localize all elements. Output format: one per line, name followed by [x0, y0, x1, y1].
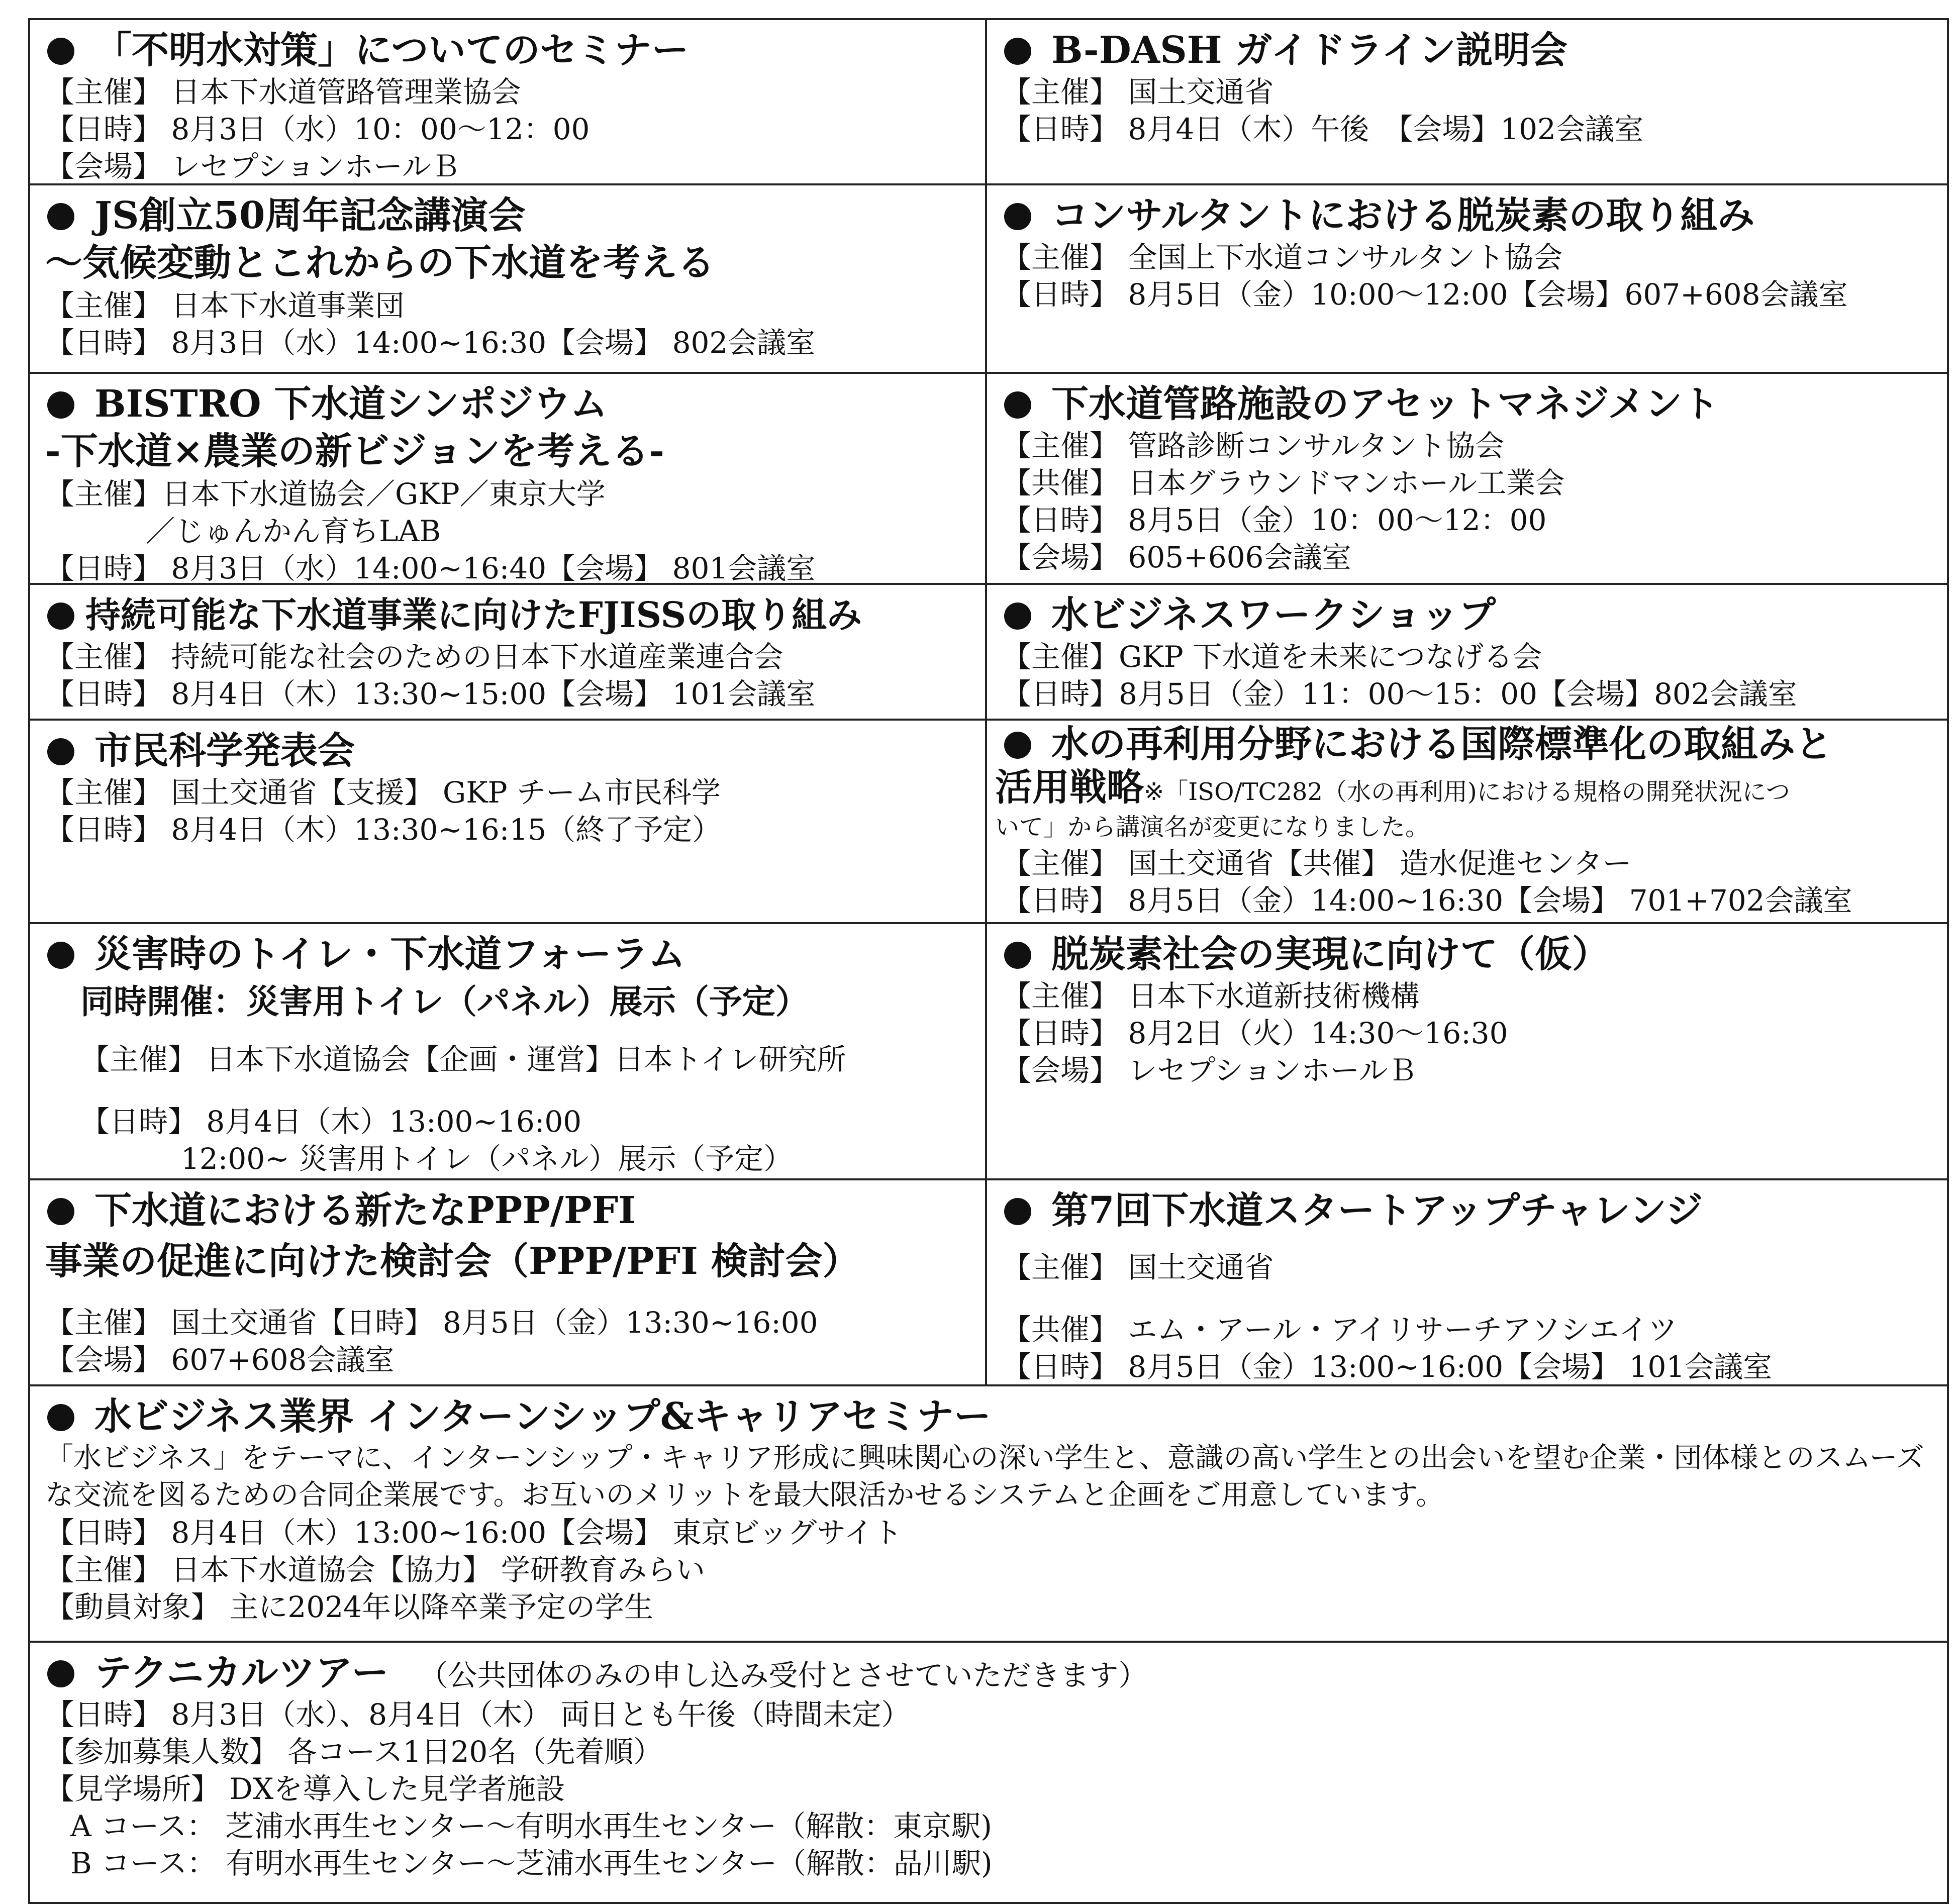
datetime-line: 【日時】 8月3日（水）10：00～12：00 — [45, 112, 590, 146]
event-internship-career-seminar — [30, 1386, 1947, 1641]
table-row — [30, 1384, 1947, 1641]
exhibit-line: 12:00~ 災害用トイレ（パネル）展示（予定） — [181, 1142, 793, 1176]
bullet-icon — [1004, 1198, 1031, 1225]
datetime-line: 【日時】 8月4日（木）13:00~16:00【会場】 東京ビッグサイト — [45, 1516, 903, 1550]
datetime-line: 【日時】8月5日（金）11：00～15：00【会場】802会議室 — [1002, 677, 1797, 711]
bullet-icon — [47, 391, 74, 419]
venue-line: 【会場】 607+608会議室 — [45, 1343, 395, 1377]
organizer-line: 【主催】 持続可能な社会のための日本下水道産業連合会 — [45, 640, 783, 674]
table-row — [30, 20, 1947, 183]
event-title: 水ビジネス業界 インターンシップ&キャリアセミナー — [45, 1393, 1934, 1440]
bullet-icon — [1004, 38, 1031, 65]
bullet-icon — [1004, 391, 1031, 419]
target-line: 【動員対象】 主に2024年以降卒業予定の学生 — [45, 1590, 654, 1624]
datetime-line: 【日時】 8月4日（木）13:30~16:15（終了予定） — [45, 813, 722, 847]
organizer-line: 【主催】 日本下水道事業団 — [45, 288, 405, 323]
event-title: 市民科学発表会 — [45, 728, 972, 774]
event-asset-management — [987, 374, 1947, 583]
table-row — [30, 922, 1947, 1178]
datetime-line: 【日時】 8月3日（水）14:00~16:30【会場】 802会議室 — [45, 326, 816, 360]
event-subtitle: 同時開催：災害用トイレ（パネル）展示（予定） — [80, 982, 809, 1021]
event-subtitle: 事業の促進に向けた検討会（PPP/PFI 検討会） — [45, 1240, 860, 1283]
event-fjiss-initiative — [30, 585, 987, 719]
event-subtitle: -下水道×農業の新ビジョンを考える- — [45, 430, 664, 473]
co-organizer-line: 【共催】 エム・アール・アイリサーチアソシエイツ — [1002, 1313, 1678, 1347]
bullet-icon — [47, 1660, 74, 1687]
event-title: 第7回下水道スタートアップチャレンジ — [1002, 1187, 1934, 1234]
bullet-icon — [47, 738, 74, 765]
event-bistro-symposium — [30, 374, 987, 583]
organizer-line: 【主催】 国土交通省【共催】 造水促進センター — [1002, 846, 1632, 880]
datetime-line: 【日時】 8月5日（金）14:00~16:30【会場】 701+702会議室 — [1002, 883, 1852, 918]
datetime-line: 【日時】 8月4日（木）13:30~15:00【会場】 101会議室 — [45, 677, 816, 711]
organizer-line: 【主催】 日本下水道新技術機構 — [1002, 979, 1420, 1013]
event-citizen-science — [30, 721, 987, 922]
organizer-line: 【主催】GKP 下水道を未来につなげる会 — [1002, 640, 1542, 674]
event-title: 「不明水対策」についてのセミナー — [45, 27, 972, 73]
bullet-icon — [1004, 203, 1031, 230]
event-water-business-workshop — [987, 585, 1947, 719]
table-row — [30, 1641, 1947, 1902]
bullet-icon — [47, 38, 74, 65]
organizer-line: 【主催】 日本下水道協会【協力】 学研教育みらい — [45, 1553, 705, 1587]
datetime-line: 【日時】 8月4日（木）13:00~16:00 — [80, 1105, 582, 1139]
event-title-note: （公共団体のみの申し込み受付とさせていただきます） — [419, 1658, 1148, 1692]
event-title: BISTRO 下水道シンポジウム — [45, 381, 972, 427]
venue-line: 【会場】 レセプションホールＢ — [45, 149, 460, 183]
event-water-reuse-standardization — [987, 721, 1947, 922]
datetime-line: 【日時】 8月2日（火）14:30～16:30 — [1002, 1016, 1508, 1050]
organizer-line: 【主催】 管路診断コンサルタント協会 — [1002, 429, 1505, 463]
bullet-icon — [47, 1404, 74, 1431]
event-b-dash-briefing — [987, 20, 1947, 183]
organizer-line: 【主催】 日本下水道協会【企画・運営】日本トイレ研究所 — [80, 1042, 846, 1076]
datetime-line: 【日時】 8月5日（金）10：00～12：00 — [1002, 503, 1547, 537]
event-title: 下水道における新たなPPP/PFI — [45, 1187, 972, 1234]
table-row — [30, 372, 1947, 583]
table-row — [30, 183, 1947, 372]
event-title: 下水道管路施設のアセットマネジメント — [1002, 381, 1934, 427]
table-row — [30, 719, 1947, 922]
event-schedule-table — [28, 18, 1949, 1904]
location-line: 【見学場所】 DXを導入した見学者施設 — [45, 1772, 565, 1806]
organizer-line: 【主催】 国土交通省 — [1002, 1250, 1274, 1284]
organizer-line: 【主催】 国土交通省【支援】 GKP チーム市民科学 — [45, 775, 721, 810]
course-a-line: A コース： 芝浦水再生センター～有明水再生センター（解散：東京駅) — [70, 1809, 992, 1843]
datetime-line: 【日時】 8月3日（水）、8月4日（木） 両日とも午後（時間未定） — [45, 1697, 911, 1732]
event-disaster-toilet-forum — [30, 924, 987, 1178]
event-description: 「水ビジネス」をテーマに、インターンシップ・キャリア形成に興味関心の深い学生と、意識の高い学生との出会いを望む企業・団体様とのスムーズな交流を図るための合同企業展です。お互いのメリットを最大限活かせるシステムと企画をご用意しています。 — [45, 1442, 1924, 1512]
bullet-icon — [47, 1198, 74, 1225]
organizer-line-cont: ／じゅんかん育ちLAB — [146, 514, 441, 548]
event-startup-challenge — [987, 1180, 1947, 1384]
bullet-icon — [47, 942, 74, 969]
organizer-line: 【主催】 全国上下水道コンサルタント協会 — [1002, 240, 1563, 274]
organizer-datetime-line: 【主催】 国土交通省【日時】 8月5日（金）13:30~16:00 — [45, 1306, 818, 1340]
event-technical-tour — [30, 1643, 1947, 1902]
datetime-line: 【日時】 8月4日（木）午後 【会場】102会議室 — [1002, 112, 1643, 146]
capacity-line: 【参加募集人数】 各コース1日20名（先着順） — [45, 1735, 663, 1769]
event-title: 脱炭素社会の実現に向けて（仮） — [1002, 931, 1934, 977]
venue-line: 【会場】 レセプションホールＢ — [1002, 1053, 1417, 1087]
event-ppp-pfi-study — [30, 1180, 987, 1384]
datetime-line: 【日時】 8月5日（金）13:00~16:00【会場】 101会議室 — [1002, 1350, 1773, 1384]
event-subtitle: ～気候変動とこれからの下水道を考える — [45, 241, 715, 284]
event-consultant-decarbonization — [987, 185, 1947, 372]
event-decarbonized-society — [987, 924, 1947, 1178]
co-organizer-line: 【共催】 日本グラウンドマンホール工業会 — [1002, 466, 1565, 500]
event-title: 持続可能な下水道事業に向けたFJISSの取り組み — [45, 592, 972, 638]
bullet-icon — [47, 603, 74, 630]
bullet-icon — [1004, 942, 1031, 969]
event-unmei-sui-seminar — [30, 20, 987, 183]
event-title: テクニカルツアー （公共団体のみの申し込み受付とさせていただきます） — [45, 1650, 1934, 1696]
event-title: 災害時のトイレ・下水道フォーラム — [45, 931, 972, 977]
course-b-line: B コース： 有明水再生センター～芝浦水再生センター（解散：品川駅) — [70, 1846, 993, 1880]
organizer-line: 【主催】日本下水道協会／GKP／東京大学 — [45, 477, 606, 511]
organizer-line: 【主催】 国土交通省 — [1002, 75, 1274, 109]
event-note: ※「ISO/TC282（水の再利用)における規格の開発状況につ — [1144, 778, 1790, 806]
bullet-icon — [1004, 732, 1031, 759]
venue-line: 【会場】 605+606会議室 — [1002, 540, 1351, 574]
table-row — [30, 1178, 1947, 1384]
bullet-icon — [47, 203, 74, 230]
event-note-cont: いて」から講演名が変更になりました。 — [995, 813, 1430, 841]
event-title: 水ビジネスワークショップ — [1002, 592, 1934, 638]
event-title: JS創立50周年記念講演会 — [45, 192, 972, 239]
table-row — [30, 583, 1947, 719]
event-title: コンサルタントにおける脱炭素の取り組み — [1002, 192, 1934, 239]
event-title-cont: 活用戦略※「ISO/TC282（水の再利用)における規格の開発状況につ — [995, 766, 1790, 809]
datetime-line: 【日時】 8月3日（水）14:00~16:40【会場】 801会議室 — [45, 551, 816, 583]
event-js-50th-anniversary — [30, 185, 987, 372]
bullet-icon — [1004, 603, 1031, 630]
organizer-line: 【主催】 日本下水道管路管理業協会 — [45, 75, 521, 109]
datetime-line: 【日時】 8月5日（金）10:00～12:00【会場】607+608会議室 — [1002, 277, 1848, 312]
event-title: 水の再利用分野における国際標準化の取組みと — [1002, 723, 1934, 766]
event-title: B-DASH ガイドライン説明会 — [1002, 27, 1934, 73]
